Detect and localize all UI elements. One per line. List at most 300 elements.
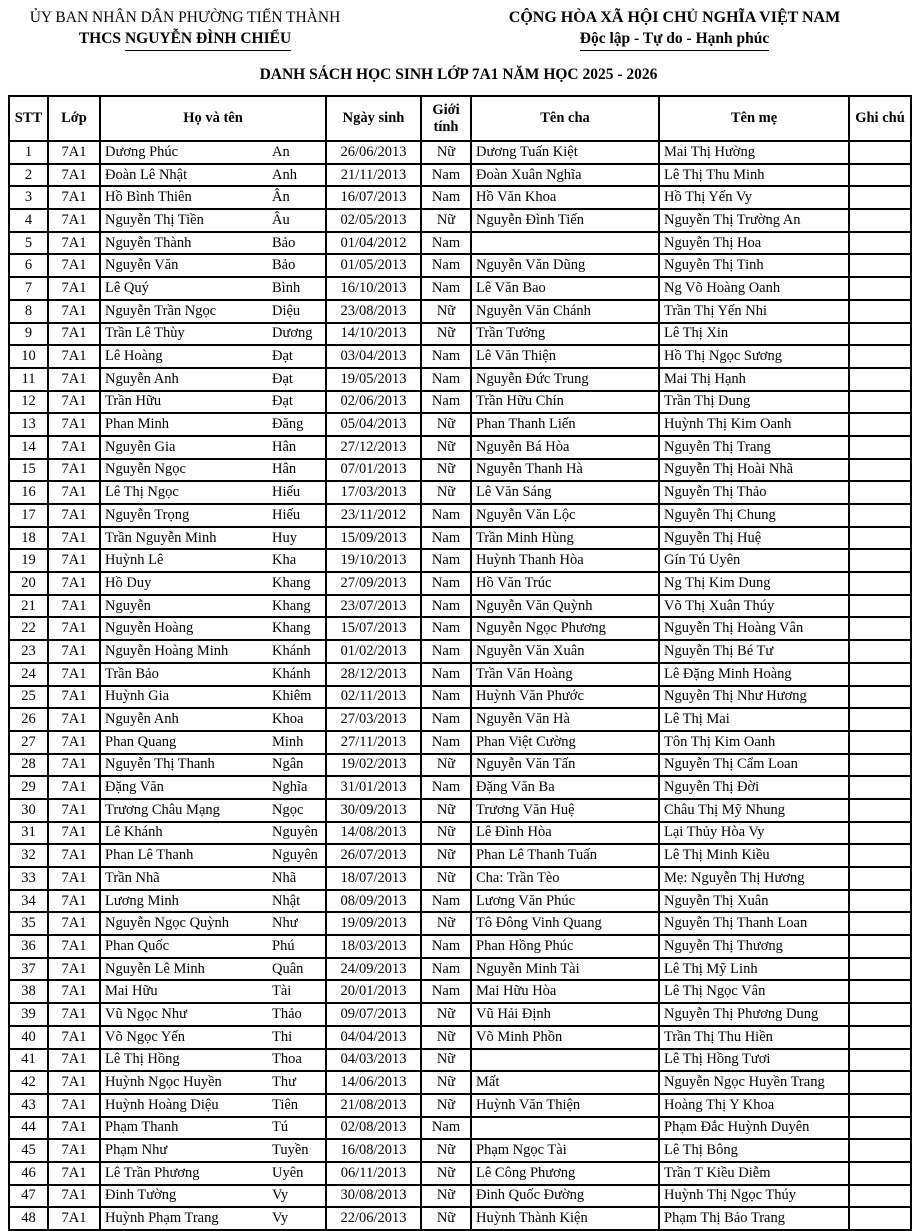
given-name: Ngọc xyxy=(272,801,304,818)
stt-cell: 43 xyxy=(9,1094,48,1117)
table-row xyxy=(9,436,911,459)
dob-cell: 04/03/2013 xyxy=(326,1049,421,1072)
note-cell xyxy=(849,731,911,754)
gender-cell: Nữ xyxy=(421,822,471,845)
name-cell xyxy=(100,822,326,845)
mother-cell: Nguyễn Thị Bé Tư xyxy=(659,640,849,663)
gender-cell: Nam xyxy=(421,935,471,958)
school-name-underlined: NGUYỄN ĐÌNH CHIỂU xyxy=(125,30,291,51)
dob-cell: 16/10/2013 xyxy=(326,277,421,300)
father-cell: Cha: Trần Tèo xyxy=(471,867,659,890)
name-cell xyxy=(100,890,326,913)
note-cell xyxy=(849,708,911,731)
dob-cell: 03/04/2013 xyxy=(326,345,421,368)
name-cell xyxy=(100,345,326,368)
father-cell: Huỳnh Thanh Hòa xyxy=(471,549,659,572)
table-row xyxy=(9,1094,911,1117)
table-row xyxy=(9,209,911,232)
dob-cell: 02/08/2013 xyxy=(326,1117,421,1140)
note-cell xyxy=(849,754,911,777)
name-cell xyxy=(100,549,326,572)
gender-cell: Nam xyxy=(421,164,471,187)
family-middle-name: Huỳnh Gia xyxy=(105,688,170,705)
given-name: An xyxy=(272,143,290,160)
table-row xyxy=(9,1207,911,1230)
mother-cell: Ng Võ Hoàng Oanh xyxy=(659,277,849,300)
mother-cell: Trần Thị Yến Nhi xyxy=(659,300,849,323)
given-name: Vy xyxy=(272,1210,289,1227)
class-cell: 7A1 xyxy=(48,1094,100,1117)
given-name: Bình xyxy=(272,279,301,296)
table-row xyxy=(9,504,911,527)
stt-cell: 1 xyxy=(9,141,48,164)
family-middle-name: Lương Minh xyxy=(105,892,179,909)
note-cell xyxy=(849,980,911,1003)
mother-cell: Huỳnh Thị Ngọc Thúy xyxy=(659,1185,849,1208)
dob-cell: 27/03/2013 xyxy=(326,708,421,731)
mother-cell: Nguyễn Thị Huệ xyxy=(659,527,849,550)
class-cell: 7A1 xyxy=(48,141,100,164)
father-cell: Nguyễn Văn Lộc xyxy=(471,504,659,527)
note-cell xyxy=(849,254,911,277)
mother-cell: Lại Thủy Hòa Vy xyxy=(659,822,849,845)
dob-cell: 02/11/2013 xyxy=(326,686,421,709)
column-header-gioi-tinh: Giới tính xyxy=(421,96,471,141)
given-name: Nguyên xyxy=(272,847,318,864)
mother-cell: Ng Thị Kim Dung xyxy=(659,572,849,595)
given-name: Khoa xyxy=(272,711,304,728)
note-cell xyxy=(849,912,911,935)
note-cell xyxy=(849,164,911,187)
table-row xyxy=(9,617,911,640)
gender-cell: Nam xyxy=(421,232,471,255)
name-cell xyxy=(100,232,326,255)
father-cell: Trần Tưởng xyxy=(471,323,659,346)
family-middle-name: Nguyễn Trọng xyxy=(105,506,190,523)
mother-cell: Lê Thị Mỹ Linh xyxy=(659,958,849,981)
class-cell: 7A1 xyxy=(48,504,100,527)
dob-cell: 21/11/2013 xyxy=(326,164,421,187)
class-cell: 7A1 xyxy=(48,368,100,391)
dob-cell: 14/10/2013 xyxy=(326,323,421,346)
header-right-block xyxy=(452,9,897,51)
class-cell: 7A1 xyxy=(48,391,100,414)
class-cell: 7A1 xyxy=(48,958,100,981)
name-cell xyxy=(100,141,326,164)
table-row xyxy=(9,1117,911,1140)
given-name: Khiêm xyxy=(272,688,312,705)
mother-cell: Lê Thị Mai xyxy=(659,708,849,731)
family-middle-name: Hồ Bình Thiên xyxy=(105,189,192,206)
given-name: Khang xyxy=(272,620,311,637)
father-cell: Nguyễn Văn Chánh xyxy=(471,300,659,323)
stt-cell: 17 xyxy=(9,504,48,527)
given-name: Tuyền xyxy=(272,1142,309,1159)
stt-cell: 15 xyxy=(9,459,48,482)
table-row xyxy=(9,980,911,1003)
father-cell: Nguyễn Đức Trung xyxy=(471,368,659,391)
dob-cell: 18/03/2013 xyxy=(326,935,421,958)
dob-cell: 27/11/2013 xyxy=(326,731,421,754)
given-name: Anh xyxy=(272,166,297,183)
stt-cell: 11 xyxy=(9,368,48,391)
family-middle-name: Phạm Như xyxy=(105,1142,168,1159)
dob-cell: 15/07/2013 xyxy=(326,617,421,640)
column-header-ghi-chu: Ghi chú xyxy=(849,96,911,141)
stt-cell: 19 xyxy=(9,549,48,572)
note-cell xyxy=(849,799,911,822)
family-middle-name: Võ Ngọc Yến xyxy=(105,1028,185,1045)
family-middle-name: Nguyễn Hoàng Minh xyxy=(105,642,229,659)
name-cell xyxy=(100,1207,326,1230)
student-table-header xyxy=(9,96,911,141)
dob-cell: 08/09/2013 xyxy=(326,890,421,913)
name-cell xyxy=(100,368,326,391)
name-cell xyxy=(100,867,326,890)
given-name: Kha xyxy=(272,552,297,569)
family-middle-name: Đặng Văn xyxy=(105,779,164,796)
given-name: Uyên xyxy=(272,1164,304,1181)
family-middle-name: Nguyễn Thị Thanh xyxy=(105,756,215,773)
father-cell: Đoàn Xuân Nghĩa xyxy=(471,164,659,187)
stt-cell: 27 xyxy=(9,731,48,754)
gender-cell: Nữ xyxy=(421,1162,471,1185)
family-middle-name: Phan Minh xyxy=(105,416,170,433)
mother-cell: Nguyễn Thị Cẩm Loan xyxy=(659,754,849,777)
note-cell xyxy=(849,323,911,346)
mother-cell: Phạm Thị Bảo Trang xyxy=(659,1207,849,1230)
given-name: Bảo xyxy=(272,234,296,251)
family-middle-name: Mai Hữu xyxy=(105,983,158,1000)
name-cell xyxy=(100,958,326,981)
class-cell: 7A1 xyxy=(48,232,100,255)
gender-cell: Nam xyxy=(421,277,471,300)
table-row xyxy=(9,186,911,209)
gender-cell: Nữ xyxy=(421,867,471,890)
dob-cell: 19/10/2013 xyxy=(326,549,421,572)
note-cell xyxy=(849,844,911,867)
dob-cell: 14/06/2013 xyxy=(326,1071,421,1094)
dob-cell: 16/08/2013 xyxy=(326,1139,421,1162)
class-cell: 7A1 xyxy=(48,640,100,663)
gender-cell: Nam xyxy=(421,640,471,663)
name-cell xyxy=(100,481,326,504)
table-row xyxy=(9,232,911,255)
column-header-ten-cha: Tên cha xyxy=(471,96,659,141)
stt-cell: 37 xyxy=(9,958,48,981)
family-middle-name: Lê Thị Hồng xyxy=(105,1051,180,1068)
stt-cell: 38 xyxy=(9,980,48,1003)
family-middle-name: Phan Quốc xyxy=(105,937,170,954)
mother-cell: Nguyễn Ngọc Huyền Trang xyxy=(659,1071,849,1094)
name-cell xyxy=(100,572,326,595)
stt-cell: 34 xyxy=(9,890,48,913)
note-cell xyxy=(849,413,911,436)
note-cell xyxy=(849,958,911,981)
stt-cell: 10 xyxy=(9,345,48,368)
family-middle-name: Trần Hữu xyxy=(105,393,162,410)
mother-cell: Mai Thị Hạnh xyxy=(659,368,849,391)
note-cell xyxy=(849,436,911,459)
father-cell: Vũ Hải Định xyxy=(471,1003,659,1026)
name-cell xyxy=(100,504,326,527)
father-cell: Nguyễn Minh Tài xyxy=(471,958,659,981)
note-cell xyxy=(849,572,911,595)
table-row xyxy=(9,1003,911,1026)
given-name: Như xyxy=(272,915,298,932)
note-cell xyxy=(849,209,911,232)
table-row xyxy=(9,1071,911,1094)
class-cell: 7A1 xyxy=(48,1162,100,1185)
note-cell xyxy=(849,640,911,663)
stt-cell: 30 xyxy=(9,799,48,822)
father-cell: Phan Việt Cường xyxy=(471,731,659,754)
gender-cell: Nữ xyxy=(421,912,471,935)
gender-cell: Nữ xyxy=(421,754,471,777)
mother-cell: Võ Thị Xuân Thúy xyxy=(659,595,849,618)
dob-cell: 17/03/2013 xyxy=(326,481,421,504)
family-middle-name: Hồ Duy xyxy=(105,574,152,591)
gender-cell: Nữ xyxy=(421,413,471,436)
father-cell: Trần Hữu Chín xyxy=(471,391,659,414)
family-middle-name: Nguyễn Văn xyxy=(105,257,179,274)
mother-cell: Lê Thị Xin xyxy=(659,323,849,346)
father-cell: Nguyễn Văn Quỳnh xyxy=(471,595,659,618)
class-cell: 7A1 xyxy=(48,527,100,550)
mother-cell: Mẹ: Nguyễn Thị Hương xyxy=(659,867,849,890)
name-cell xyxy=(100,300,326,323)
father-cell: Lê Văn Bao xyxy=(471,277,659,300)
given-name: Minh xyxy=(272,733,304,750)
mother-cell: Lê Thị Bông xyxy=(659,1139,849,1162)
dob-cell: 24/09/2013 xyxy=(326,958,421,981)
dob-cell: 28/12/2013 xyxy=(326,663,421,686)
class-cell: 7A1 xyxy=(48,459,100,482)
family-middle-name: Lê Khánh xyxy=(105,824,163,841)
father-cell: Phan Lê Thanh Tuấn xyxy=(471,844,659,867)
name-cell xyxy=(100,754,326,777)
name-cell xyxy=(100,1117,326,1140)
class-cell: 7A1 xyxy=(48,345,100,368)
mother-cell: Lê Thị Minh Kiều xyxy=(659,844,849,867)
father-cell: Nguyễn Thanh Hà xyxy=(471,459,659,482)
father-cell: Trương Văn Huệ xyxy=(471,799,659,822)
table-row xyxy=(9,345,911,368)
note-cell xyxy=(849,935,911,958)
father-cell: Nguyễn Văn Hà xyxy=(471,708,659,731)
dob-cell: 30/09/2013 xyxy=(326,799,421,822)
gender-cell: Nam xyxy=(421,254,471,277)
dob-cell: 23/08/2013 xyxy=(326,300,421,323)
name-cell xyxy=(100,1003,326,1026)
class-cell: 7A1 xyxy=(48,481,100,504)
name-cell xyxy=(100,799,326,822)
mother-cell: Nguyễn Thị Trang xyxy=(659,436,849,459)
father-cell: Phan Thanh Liến xyxy=(471,413,659,436)
dob-cell: 26/06/2013 xyxy=(326,141,421,164)
stt-cell: 22 xyxy=(9,617,48,640)
family-middle-name: Trần Nhã xyxy=(105,869,160,886)
name-cell xyxy=(100,1162,326,1185)
stt-cell: 7 xyxy=(9,277,48,300)
column-header-lop: Lớp xyxy=(48,96,100,141)
given-name: Phú xyxy=(272,937,295,954)
header-left-block xyxy=(10,9,360,51)
column-header-ho-va-ten: Họ và tên xyxy=(100,96,326,141)
table-row xyxy=(9,1162,911,1185)
stt-cell: 9 xyxy=(9,323,48,346)
gender-cell: Nam xyxy=(421,686,471,709)
class-cell: 7A1 xyxy=(48,935,100,958)
table-row xyxy=(9,481,911,504)
gender-cell: Nam xyxy=(421,527,471,550)
stt-cell: 6 xyxy=(9,254,48,277)
class-cell: 7A1 xyxy=(48,1049,100,1072)
table-row xyxy=(9,640,911,663)
gender-cell: Nữ xyxy=(421,209,471,232)
family-middle-name: Huỳnh Phạm Trang xyxy=(105,1210,219,1227)
page-title: DANH SÁCH HỌC SINH LỚP 7A1 NĂM HỌC 2025 - 2026 xyxy=(259,66,658,83)
column-header-ngay-sinh: Ngày sinh xyxy=(326,96,421,141)
class-cell: 7A1 xyxy=(48,708,100,731)
father-cell: Lê Văn Sáng xyxy=(471,481,659,504)
family-middle-name: Lê Hoàng xyxy=(105,348,163,365)
father-cell: Mai Hữu Hòa xyxy=(471,980,659,1003)
gender-cell: Nữ xyxy=(421,459,471,482)
given-name: Đạt xyxy=(272,393,293,410)
table-row xyxy=(9,164,911,187)
father-cell: Phạm Ngọc Tài xyxy=(471,1139,659,1162)
name-cell xyxy=(100,640,326,663)
dob-cell: 02/06/2013 xyxy=(326,391,421,414)
table-row xyxy=(9,1049,911,1072)
class-cell: 7A1 xyxy=(48,912,100,935)
dob-cell: 27/09/2013 xyxy=(326,572,421,595)
father-cell: Huỳnh Văn Phước xyxy=(471,686,659,709)
note-cell xyxy=(849,822,911,845)
table-row xyxy=(9,1026,911,1049)
note-cell xyxy=(849,663,911,686)
family-middle-name: Nguyễn Thị Tiền xyxy=(105,211,204,228)
gender-cell: Nam xyxy=(421,504,471,527)
given-name: Huy xyxy=(272,529,297,546)
family-middle-name: Nguyễn Thành xyxy=(105,234,192,251)
father-cell: Nguyễn Bá Hòa xyxy=(471,436,659,459)
table-row xyxy=(9,912,911,935)
dob-cell: 02/05/2013 xyxy=(326,209,421,232)
note-cell xyxy=(849,1003,911,1026)
name-cell xyxy=(100,527,326,550)
table-row xyxy=(9,595,911,618)
name-cell xyxy=(100,731,326,754)
column-header-stt: STT xyxy=(9,96,48,141)
gender-cell: Nữ xyxy=(421,1207,471,1230)
gender-cell: Nam xyxy=(421,1117,471,1140)
mother-cell: Nguyễn Thị Thanh Loan xyxy=(659,912,849,935)
family-middle-name: Huỳnh Hoàng Diệu xyxy=(105,1096,219,1113)
table-row xyxy=(9,1139,911,1162)
given-name: Vy xyxy=(272,1187,289,1204)
note-cell xyxy=(849,595,911,618)
name-cell xyxy=(100,935,326,958)
family-middle-name: Nguyễn Ngọc xyxy=(105,461,186,478)
family-middle-name: Nguyễn Gia xyxy=(105,438,176,455)
given-name: Âu xyxy=(272,211,290,228)
father-cell: Mất xyxy=(471,1071,659,1094)
family-middle-name: Lê Quý xyxy=(105,279,149,296)
note-cell xyxy=(849,1094,911,1117)
class-cell: 7A1 xyxy=(48,1003,100,1026)
stt-cell: 26 xyxy=(9,708,48,731)
stt-cell: 31 xyxy=(9,822,48,845)
table-row xyxy=(9,368,911,391)
father-cell: Nguyễn Văn Tấn xyxy=(471,754,659,777)
name-cell xyxy=(100,436,326,459)
note-cell xyxy=(849,141,911,164)
father-cell: Hồ Văn Khoa xyxy=(471,186,659,209)
father-cell: Lê Công Phương xyxy=(471,1162,659,1185)
gender-cell: Nữ xyxy=(421,1094,471,1117)
mother-cell: Hồ Thị Yến Vy xyxy=(659,186,849,209)
family-middle-name: Nguyễn xyxy=(105,597,151,614)
given-name: Hân xyxy=(272,438,297,455)
given-name: Thi xyxy=(272,1028,293,1045)
table-row xyxy=(9,844,911,867)
class-cell: 7A1 xyxy=(48,1185,100,1208)
stt-cell: 44 xyxy=(9,1117,48,1140)
note-cell xyxy=(849,1139,911,1162)
mother-cell: Trần Thị Dung xyxy=(659,391,849,414)
name-cell xyxy=(100,912,326,935)
class-cell: 7A1 xyxy=(48,186,100,209)
table-row xyxy=(9,549,911,572)
stt-cell: 8 xyxy=(9,300,48,323)
table-row xyxy=(9,754,911,777)
mother-cell: Nguyễn Thị Như Hương xyxy=(659,686,849,709)
given-name: Hiếu xyxy=(272,506,301,523)
table-row xyxy=(9,141,911,164)
class-cell: 7A1 xyxy=(48,436,100,459)
table-row xyxy=(9,391,911,414)
class-cell: 7A1 xyxy=(48,776,100,799)
note-cell xyxy=(849,1071,911,1094)
given-name: Nghĩa xyxy=(272,779,308,796)
mother-cell: Mai Thị Hường xyxy=(659,141,849,164)
note-cell xyxy=(849,1207,911,1230)
mother-cell: Nguyễn Thị Phương Dung xyxy=(659,1003,849,1026)
mother-cell: Nguyễn Thị Tinh xyxy=(659,254,849,277)
name-cell xyxy=(100,1026,326,1049)
name-cell xyxy=(100,323,326,346)
table-row xyxy=(9,323,911,346)
mother-cell: Hồ Thị Ngọc Sương xyxy=(659,345,849,368)
family-middle-name: Trần Nguyễn Minh xyxy=(105,529,217,546)
stt-cell: 20 xyxy=(9,572,48,595)
name-cell xyxy=(100,776,326,799)
father-cell: Dương Tuấn Kiệt xyxy=(471,141,659,164)
dob-cell: 20/01/2013 xyxy=(326,980,421,1003)
class-cell: 7A1 xyxy=(48,980,100,1003)
class-cell: 7A1 xyxy=(48,1117,100,1140)
given-name: Khang xyxy=(272,574,311,591)
father-cell: Phan Hồng Phúc xyxy=(471,935,659,958)
name-cell xyxy=(100,980,326,1003)
class-cell: 7A1 xyxy=(48,617,100,640)
note-cell xyxy=(849,890,911,913)
stt-cell: 2 xyxy=(9,164,48,187)
gender-cell: Nữ xyxy=(421,1139,471,1162)
dob-cell: 06/11/2013 xyxy=(326,1162,421,1185)
